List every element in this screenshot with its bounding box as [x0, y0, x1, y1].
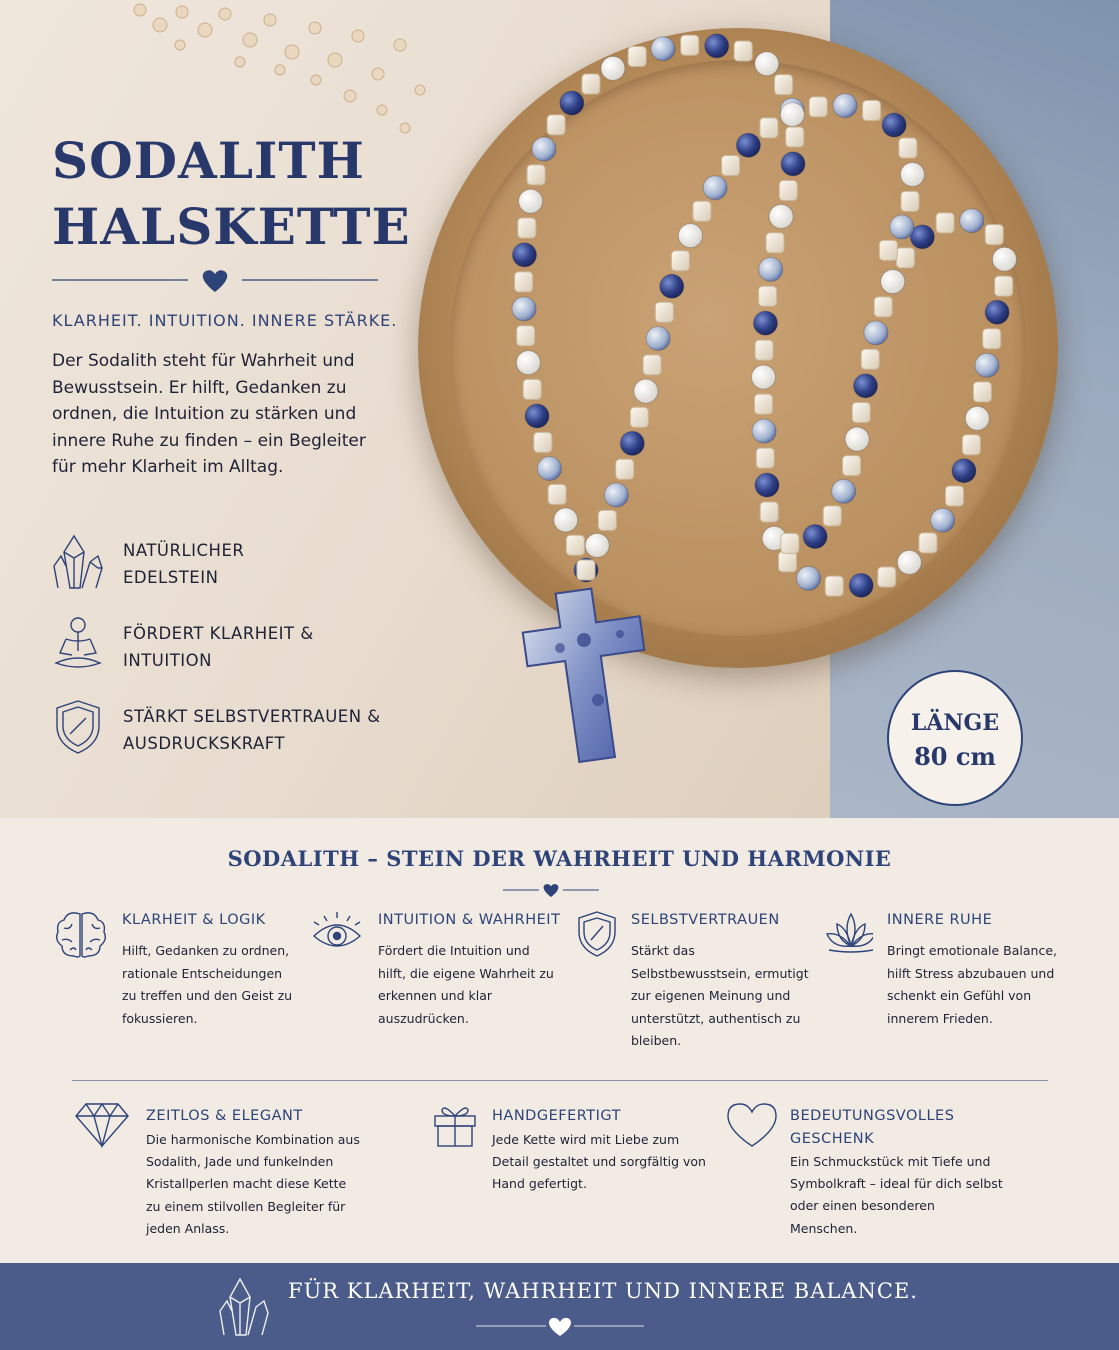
bead — [634, 379, 658, 403]
bead — [825, 576, 843, 596]
bead — [525, 404, 549, 428]
bead — [604, 483, 628, 507]
diamond-icon — [74, 1102, 130, 1148]
bead — [863, 101, 881, 121]
property-text: Bringt emotionale Balance, hilft Stress abzubauen und schenkt ein Gefühl von innerem Frieden. — [887, 943, 1058, 1026]
bead — [975, 353, 999, 377]
bead — [755, 473, 779, 497]
bead — [705, 34, 729, 58]
bead — [897, 550, 921, 574]
bead — [752, 419, 776, 443]
section-divider-line — [72, 1080, 1048, 1081]
bead — [945, 486, 963, 506]
meditation-icon — [52, 615, 104, 673]
bead — [512, 243, 536, 267]
bead — [901, 191, 919, 211]
property-text: Stärkt das Selbstbewusstsein, ermutigt zur eigenen Meinung und unterstützt, authentisch zu bleiben. — [631, 943, 809, 1048]
footer-divider — [476, 1315, 644, 1337]
bead — [759, 257, 783, 281]
bead — [809, 97, 827, 117]
bead — [760, 502, 778, 522]
bead — [671, 251, 689, 271]
bead — [919, 533, 937, 553]
heart-icon — [549, 1318, 571, 1336]
length-badge-label: LÄNGE — [910, 710, 1000, 736]
property-title: SELBSTVERTRAUEN — [631, 912, 780, 928]
bead — [900, 163, 924, 187]
bead — [973, 382, 991, 402]
bead — [833, 94, 857, 118]
title-divider — [52, 266, 378, 296]
property-clarity-logic — [54, 910, 294, 1040]
bead — [643, 355, 661, 375]
hero-subtitle: KLARHEIT. INTUITION. INNERE STÄRKE. — [52, 311, 398, 330]
bead — [515, 272, 533, 292]
heart-icon — [544, 884, 559, 897]
gift-icon — [420, 1102, 476, 1148]
feature-meaningful-gift — [718, 1102, 1008, 1252]
bead — [780, 103, 804, 127]
bead — [534, 432, 552, 452]
feature-text: Ein Schmuckstück mit Tiefe und Symbolkraft – ideal für dich selbst oder einen besonderen Menschen. — [790, 1154, 1003, 1236]
bead — [518, 218, 536, 238]
bead — [582, 74, 600, 94]
bead — [703, 176, 727, 200]
footer-text: FÜR KLARHEIT, WAHRHEIT UND INNERE BALANCE. — [288, 1279, 918, 1303]
bead — [566, 535, 584, 555]
bead — [519, 189, 543, 213]
property-self-confidence — [563, 910, 809, 1048]
bead — [736, 133, 760, 157]
shield-icon — [52, 698, 104, 756]
bead — [985, 225, 1003, 245]
bead — [722, 156, 740, 176]
bead — [548, 484, 566, 504]
bead — [985, 300, 1009, 324]
bead — [516, 351, 540, 375]
property-title: INNERE RUHE — [887, 912, 993, 928]
bead — [936, 213, 954, 233]
page-title: SODALITH HALSKETTE — [52, 131, 411, 256]
bead — [523, 379, 541, 399]
cross-pendant — [518, 583, 659, 768]
crystal-icon — [218, 1275, 270, 1337]
bead — [660, 274, 684, 298]
bead — [598, 510, 616, 530]
crystal-icon — [52, 532, 104, 590]
bead — [537, 456, 561, 480]
feature-text: Die harmonische Kombination aus Sodalith, Jade und funkelnden Kristallperlen macht diese Kette zu einem stilvollen Begleiter für jeden Anlass. — [146, 1132, 360, 1236]
bead — [585, 533, 609, 557]
property-title: KLARHEIT & LOGIK — [122, 912, 266, 928]
bead — [952, 459, 976, 483]
bead — [786, 127, 804, 147]
feature-clarity-intuition — [52, 615, 412, 675]
bead — [861, 349, 879, 369]
hero-intro: Der Sodalith steht für Wahrheit und Bewusstsein. Er hilft, Gedanken zu ordnen, die Intuition zu stärken und innere Ruhe zu finden – ein Begleiter für mehr Klarheit im Alltag. — [52, 351, 366, 477]
bead — [630, 407, 648, 427]
bead — [962, 435, 980, 455]
bead — [651, 37, 675, 61]
bead — [797, 566, 821, 590]
bead — [803, 524, 827, 548]
bead — [781, 533, 799, 553]
bead — [601, 56, 625, 80]
bead — [845, 427, 869, 451]
bead — [646, 327, 670, 351]
bead — [751, 365, 775, 389]
bead — [756, 448, 774, 468]
feature-self-confidence — [52, 698, 412, 758]
bead — [693, 201, 711, 221]
bead — [879, 240, 897, 260]
bead — [577, 560, 595, 580]
feature-title: BEDEUTUNGSVOLLES GESCHENK — [790, 1108, 955, 1147]
bead — [655, 302, 673, 322]
length-badge — [887, 670, 1023, 806]
bead — [890, 215, 914, 239]
bead — [755, 394, 773, 414]
bead — [681, 35, 699, 55]
bead — [554, 508, 578, 532]
bead — [734, 41, 752, 61]
bead — [874, 297, 892, 317]
bead — [965, 406, 989, 430]
bead — [517, 326, 535, 346]
bead — [512, 297, 536, 321]
bead — [527, 165, 545, 185]
feature-label: FÖRDERT KLARHEIT & INTUITION — [123, 624, 314, 670]
bead — [769, 205, 793, 229]
bead — [852, 402, 870, 422]
section-title: SODALITH – STEIN DER WAHRHEIT UND HARMONIE — [227, 846, 892, 871]
bead — [995, 276, 1013, 296]
feature-label: STÄRKT SELBSTVERTRAUEN & AUSDRUCKSKRAFT — [123, 707, 381, 753]
bead — [755, 52, 779, 76]
heart-icon — [718, 1102, 778, 1148]
bead — [759, 286, 777, 306]
feature-natural-gemstone — [52, 532, 412, 592]
bead — [881, 270, 905, 294]
bead — [849, 573, 873, 597]
bead — [628, 47, 646, 67]
bead — [843, 456, 861, 476]
bead — [778, 552, 796, 572]
property-title: INTUITION & WAHRHEIT — [378, 912, 561, 928]
bead — [560, 91, 584, 115]
bead — [878, 567, 896, 587]
feature-label: NATÜRLICHER EDELSTEIN — [123, 541, 245, 587]
bead — [775, 75, 793, 95]
heart-icon — [203, 270, 227, 292]
bead — [753, 311, 777, 335]
bead — [678, 224, 702, 248]
lotus-icon — [819, 910, 873, 960]
shield-check-icon — [563, 910, 617, 960]
brain-icon — [54, 910, 108, 960]
section-divider — [503, 880, 599, 900]
feature-title: HANDGEFERTIGT — [492, 1108, 621, 1124]
feature-timeless-elegant — [74, 1102, 364, 1252]
feature-title: ZEITLOS & ELEGANT — [146, 1108, 303, 1124]
property-intuition-truth — [310, 910, 561, 1040]
eye-icon — [310, 910, 364, 960]
feature-text: Jede Kette wird mit Liebe zum Detail gestaltet und sorgfältig von Hand gefertigt. — [492, 1132, 706, 1192]
property-text: Hilft, Gedanken zu ordnen, rationale Entscheidungen zu treffen und den Geist zu fokussieren. — [122, 943, 293, 1026]
bead — [547, 115, 565, 135]
bead — [766, 233, 784, 253]
bead — [620, 431, 644, 455]
bead — [983, 329, 1001, 349]
bead — [899, 138, 917, 158]
bead — [864, 321, 888, 345]
bead — [931, 508, 955, 532]
property-inner-peace — [819, 910, 1059, 1040]
bead — [823, 506, 841, 526]
bead — [779, 180, 797, 200]
feature-handmade — [420, 1102, 710, 1252]
property-text: Fördert die Intuition und hilft, die eigene Wahrheit zu erkennen und klar auszudrücken. — [378, 943, 554, 1026]
bead — [832, 479, 856, 503]
bead — [854, 374, 878, 398]
length-badge-value: 80 cm — [914, 742, 996, 771]
bead — [992, 247, 1016, 271]
bead — [882, 113, 906, 137]
bead — [532, 137, 556, 161]
bead — [760, 118, 778, 138]
bead — [755, 340, 773, 360]
bead — [616, 459, 634, 479]
bead — [896, 248, 914, 268]
bead — [960, 209, 984, 233]
bead — [781, 152, 805, 176]
footer-banner — [0, 1263, 1119, 1350]
